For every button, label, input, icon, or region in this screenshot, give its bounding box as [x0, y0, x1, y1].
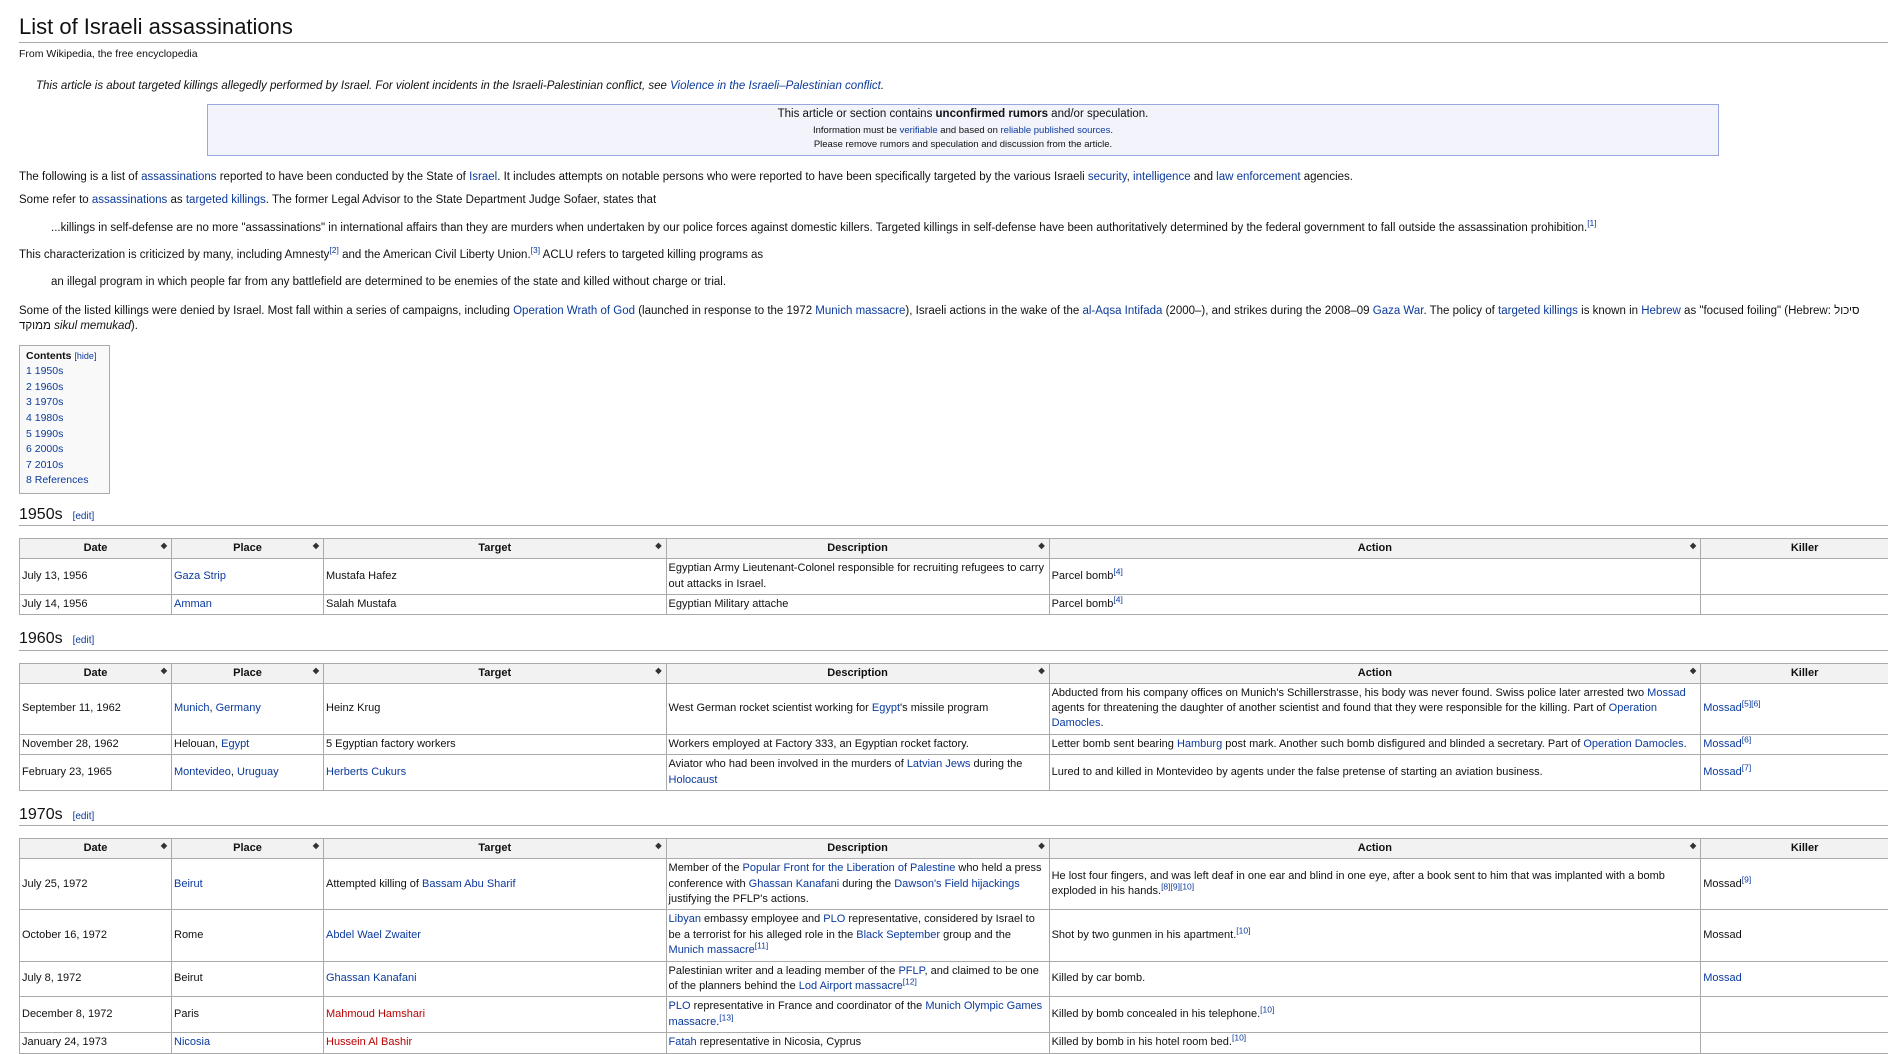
- target-link[interactable]: Herberts Cukurs: [326, 766, 406, 778]
- blockquote-sofaer: ...killings in self-defense are no more "assassinations" in international affairs than they are murders when undertaken by our police forces against domestic killers. Targeted killings in self-defense have been authoritatively determined by the federal government to fall outside the assassination prohibition.[1]: [51, 221, 1888, 237]
- table-1950s: [19, 538, 1888, 615]
- column-header-target[interactable]: Target ◆: [324, 539, 667, 559]
- ref-link[interactable]: [8][9][10]: [1161, 882, 1194, 892]
- killer-link[interactable]: Mossad: [1703, 766, 1742, 778]
- section-heading-1970s: 1970s [edit]: [19, 805, 1888, 826]
- desc-link[interactable]: PFLP: [898, 965, 924, 977]
- sort-icon[interactable]: ◆: [313, 666, 319, 677]
- sort-icon[interactable]: ◆: [313, 841, 319, 852]
- hatnote: This article is about targeted killings allegedly performed by Israel. For violent incidents in the Israeli-Palestinian conflict, see Violence in the Israeli–Palestinian conflict.: [36, 79, 1888, 95]
- target-link[interactable]: Ghassan Kanafani: [326, 972, 417, 984]
- ref-link[interactable]: [13]: [719, 1012, 733, 1022]
- link-law-enforcement[interactable]: law enforcement: [1216, 171, 1300, 183]
- table-row: July 13, 1956 Gaza Strip Mustafa Hafez Egyptian Army Lieutenant-Colonel responsible for recruiting refugees to carry out attacks in Israel. Parcel bomb[4]: [20, 559, 1888, 595]
- ref-link[interactable]: [9]: [1742, 874, 1751, 884]
- table-1960s: [19, 663, 1888, 791]
- place-link[interactable]: Munich: [174, 702, 209, 714]
- target-link[interactable]: Abdel Wael Zwaiter: [326, 929, 421, 941]
- link-wrath-of-god[interactable]: Operation Wrath of God: [513, 305, 635, 317]
- place-link[interactable]: Beirut: [174, 878, 203, 890]
- column-header-target[interactable]: Target ◆: [324, 663, 667, 683]
- toc-item[interactable]: 3 1970s: [26, 396, 63, 408]
- link-intelligence[interactable]: intelligence: [1133, 171, 1191, 183]
- link-assassinations[interactable]: assassinations: [141, 171, 216, 183]
- toc-item[interactable]: 4 1980s: [26, 412, 63, 424]
- table-row: February 23, 1965 Montevideo, Uruguay Herberts Cukurs Aviator who had been involved in the murders of Latvian Jews during the Holocaust Lured to and killed in Montevideo by agents under the false pretense of starting an aviation business. Mossad[7]: [20, 755, 1888, 791]
- column-header-target[interactable]: Target ◆: [324, 839, 667, 859]
- place-link[interactable]: Gaza Strip: [174, 570, 226, 582]
- toc-title: Contents: [26, 350, 72, 362]
- place-link[interactable]: Egypt: [221, 738, 249, 750]
- sort-icon[interactable]: ◆: [1038, 841, 1044, 852]
- ref-1[interactable]: [1]: [1587, 218, 1596, 228]
- place-link[interactable]: Nicosia: [174, 1036, 210, 1048]
- link-targeted-killings-2[interactable]: targeted killings: [1498, 305, 1578, 317]
- action-link[interactable]: Hamburg: [1177, 738, 1222, 750]
- table-row: July 14, 1956 Amman Salah Mustafa Egyptian Military attache Parcel bomb[4]: [20, 595, 1888, 615]
- column-header-description[interactable]: Description ◆: [666, 663, 1049, 683]
- column-header-date[interactable]: Date ◆: [20, 539, 172, 559]
- action-link[interactable]: Operation Damocles: [1583, 738, 1683, 750]
- column-header-action[interactable]: Action ◆: [1049, 539, 1701, 559]
- killer-link[interactable]: Mossad: [1703, 702, 1742, 714]
- edit-link[interactable]: [edit]: [73, 811, 95, 822]
- desc-link[interactable]: Fatah: [669, 1036, 697, 1048]
- table-row: December 8, 1972 Paris Mahmoud Hamshari PLO representative in France and coordinator of the Munich Olympic Games massacre.[13] Killed by bomb concealed in his telephone.[10]: [20, 997, 1888, 1033]
- link-gaza-war[interactable]: Gaza War: [1373, 305, 1424, 317]
- sort-icon[interactable]: ◆: [161, 666, 167, 677]
- sort-icon[interactable]: ◆: [1690, 666, 1696, 677]
- table-row: January 24, 1973 Nicosia Hussein Al Bashir Fatah representative in Nicosia, Cyprus Killed by bomb in his hotel room bed.[10]: [20, 1033, 1888, 1053]
- edit-link[interactable]: [edit]: [73, 511, 95, 522]
- sort-icon[interactable]: ◆: [655, 841, 661, 852]
- column-header-killer[interactable]: Killer: [1701, 839, 1888, 859]
- desc-link[interactable]: Holocaust: [669, 774, 718, 786]
- desc-link[interactable]: Dawson's Field hijackings: [894, 878, 1020, 890]
- intro-paragraph: The following is a list of assassinations reported to have been conducted by the State of Israel. It includes attempts on notable persons who were reported to have been specifically targeted by the various Israeli security, intelligence and law enforcement agencies.: [19, 170, 1888, 186]
- target-link[interactable]: Hussein Al Bashir: [326, 1036, 412, 1048]
- column-header-place[interactable]: Place ◆: [172, 539, 324, 559]
- column-header-action[interactable]: Action ◆: [1049, 839, 1701, 859]
- desc-link[interactable]: Popular Front for the Liberation of Palestine: [743, 862, 956, 874]
- column-header-killer[interactable]: Killer: [1701, 539, 1888, 559]
- desc-link[interactable]: Munich massacre: [669, 944, 755, 956]
- ref-link[interactable]: [4]: [1113, 566, 1122, 576]
- link-israel[interactable]: Israel: [469, 171, 497, 183]
- section-heading-1950s: 1950s [edit]: [19, 505, 1888, 526]
- action-link[interactable]: Operation Damocles: [1052, 702, 1657, 729]
- toc-item[interactable]: 7 2010s: [26, 459, 63, 471]
- toc-item[interactable]: 2 1960s: [26, 381, 63, 393]
- toc-item[interactable]: 6 2000s: [26, 443, 63, 455]
- link-hebrew[interactable]: Hebrew: [1641, 305, 1681, 317]
- target-link[interactable]: Mahmoud Hamshari: [326, 1008, 425, 1020]
- link-targeted-killings[interactable]: targeted killings: [186, 194, 266, 206]
- sort-icon[interactable]: ◆: [161, 541, 167, 552]
- link-security[interactable]: security: [1088, 171, 1127, 183]
- reliable-sources-link[interactable]: reliable published sources: [1001, 125, 1111, 136]
- section-heading-1960s: 1960s [edit]: [19, 629, 1888, 650]
- ref-link[interactable]: [6]: [1742, 734, 1751, 744]
- page-title: List of Israeli assassinations: [19, 0, 1888, 43]
- ref-link[interactable]: [5][6]: [1742, 698, 1761, 708]
- column-header-description[interactable]: Description ◆: [666, 839, 1049, 859]
- rumors-notice-box: This article or section contains unconfirmed rumors and/or speculation. Information must be verifiable and based on reliable published sources. Please remove rumors and speculation and discussion from the article.: [207, 104, 1719, 156]
- paragraph-3: This characterization is criticized by many, including Amnesty[2] and the American Civil Liberty Union.[3] ACLU refers to targeted killing programs as: [19, 248, 1888, 264]
- ref-2[interactable]: [2]: [329, 245, 338, 255]
- ref-link[interactable]: [12]: [903, 976, 917, 986]
- desc-link[interactable]: PLO: [823, 913, 845, 925]
- killer-link[interactable]: Mossad: [1703, 738, 1742, 750]
- ref-link[interactable]: [10]: [1236, 925, 1250, 935]
- place-link[interactable]: Germany: [216, 702, 261, 714]
- table-row: October 16, 1972 Rome Abdel Wael Zwaiter Libyan embassy employee and PLO representative, considered by Israel to be a terrorist for his alleged role in the Black September group and the Munich massacre[11] Shot by two gunmen in his apartment.[10] Mossad: [20, 910, 1888, 961]
- desc-link[interactable]: Libyan: [669, 913, 701, 925]
- table-1970s: [19, 838, 1888, 1053]
- place-link[interactable]: Uruguay: [237, 766, 279, 778]
- place-link[interactable]: Amman: [174, 598, 212, 610]
- desc-link[interactable]: Ghassan Kanafani: [749, 878, 840, 890]
- sort-icon[interactable]: ◆: [1038, 666, 1044, 677]
- paragraph-2: Some refer to assassinations as targeted killings. The former Legal Advisor to the State Department Judge Sofaer, states that: [19, 193, 1888, 209]
- link-al-aqsa[interactable]: al-Aqsa Intifada: [1082, 305, 1162, 317]
- ref-link[interactable]: [10]: [1260, 1004, 1274, 1014]
- sort-icon[interactable]: ◆: [161, 841, 167, 852]
- ref-link[interactable]: [7]: [1742, 762, 1751, 772]
- column-header-action[interactable]: Action ◆: [1049, 663, 1701, 683]
- column-header-description[interactable]: Description ◆: [666, 539, 1049, 559]
- ref-link[interactable]: [4]: [1113, 594, 1122, 604]
- link-assassinations-2[interactable]: assassinations: [92, 194, 167, 206]
- ref-link[interactable]: [11]: [755, 941, 769, 951]
- column-header-date[interactable]: Date ◆: [20, 839, 172, 859]
- place-link[interactable]: Montevideo: [174, 766, 231, 778]
- desc-link[interactable]: Latvian Jews: [907, 758, 971, 770]
- toc-hide-link[interactable]: [hide]: [74, 351, 96, 361]
- link-munich-massacre[interactable]: Munich massacre: [815, 305, 905, 317]
- sort-icon[interactable]: ◆: [655, 666, 661, 677]
- toc-item[interactable]: 1 1950s: [26, 365, 63, 377]
- toc-item[interactable]: 5 1990s: [26, 428, 63, 440]
- column-header-date[interactable]: Date ◆: [20, 663, 172, 683]
- sort-icon[interactable]: ◆: [1038, 541, 1044, 552]
- killer-link[interactable]: Mossad: [1703, 972, 1742, 984]
- verifiable-link[interactable]: verifiable: [900, 125, 938, 136]
- column-header-place[interactable]: Place ◆: [172, 663, 324, 683]
- desc-link[interactable]: Munich Olympic Games massacre: [669, 1000, 1043, 1027]
- target-link[interactable]: Bassam Abu Sharif: [422, 878, 516, 890]
- blockquote-aclu: an illegal program in which people far from any battlefield are determined to be enemies of the state and killed without charge or trial.: [51, 275, 1888, 291]
- column-header-place[interactable]: Place ◆: [172, 839, 324, 859]
- desc-link[interactable]: Egypt: [872, 702, 900, 714]
- desc-link[interactable]: Black September: [856, 929, 940, 941]
- edit-link[interactable]: [edit]: [73, 635, 95, 646]
- sort-icon[interactable]: ◆: [655, 541, 661, 552]
- sort-icon[interactable]: ◆: [1690, 841, 1696, 852]
- action-link[interactable]: Mossad: [1647, 687, 1686, 699]
- table-row: November 28, 1962 Helouan, Egypt 5 Egyptian factory workers Workers employed at Factory 333, an Egyptian rocket factory. Letter bomb sent bearing Hamburg post mark. Another such bomb disfigured and blinded a secretary. Part of Operation Damocles. Mossad[6]: [20, 734, 1888, 754]
- toc-item[interactable]: 8 References: [26, 474, 88, 486]
- sort-icon[interactable]: ◆: [1690, 541, 1696, 552]
- desc-link[interactable]: PLO: [669, 1000, 691, 1012]
- table-row: July 25, 1972 Beirut Attempted killing of Bassam Abu Sharif Member of the Popular Front for the Liberation of Palestine who held a press conference with Ghassan Kanafani during the Dawson's Field hijackings justifying the PFLP's actions. He lost four fingers, and was left deaf in one ear and blind in one eye, after a book sent to him that was implanted with a bomb exploded in his hands.[8][9][10] Mossad[9]: [20, 859, 1888, 910]
- paragraph-4: Some of the listed killings were denied by Israel. Most fall within a series of campaigns, including Operation Wrath of God (launched in response to the 1972 Munich massacre), Israeli actions in the wake of the al-Aqsa Intifada (2000–), and strikes during the 2008–09 Gaza War. The policy of targeted killings is known in Hebrew as "focused foiling" (Hebrew: סיכול ממוקד sikul memukad).: [19, 304, 1888, 335]
- desc-link[interactable]: Lod Airport massacre: [799, 980, 903, 992]
- ref-link[interactable]: [10]: [1232, 1032, 1246, 1042]
- hatnote-link[interactable]: Violence in the Israeli–Palestinian conflict: [670, 80, 881, 92]
- column-header-killer[interactable]: Killer: [1701, 663, 1888, 683]
- table-row: July 8, 1972 Beirut Ghassan Kanafani Palestinian writer and a leading member of the PFLP, and claimed to be one of the planners behind the Lod Airport massacre[12] Killed by car bomb. Mossad: [20, 961, 1888, 997]
- table-row: September 11, 1962 Munich, Germany Heinz Krug West German rocket scientist working for Egypt's missile program Abducted from his company offices on Munich's Schillerstrasse, his body was never found. Swiss police later arrested two Mossad agents for threatening the daughter of another scientist and found that they were responsible for the killing. Part of Operation Damocles. Mossad[5][6]: [20, 683, 1888, 734]
- page-subtitle: From Wikipedia, the free encyclopedia: [19, 47, 1888, 61]
- ref-3[interactable]: [3]: [531, 245, 540, 255]
- sort-icon[interactable]: ◆: [313, 541, 319, 552]
- table-of-contents: [19, 345, 110, 494]
